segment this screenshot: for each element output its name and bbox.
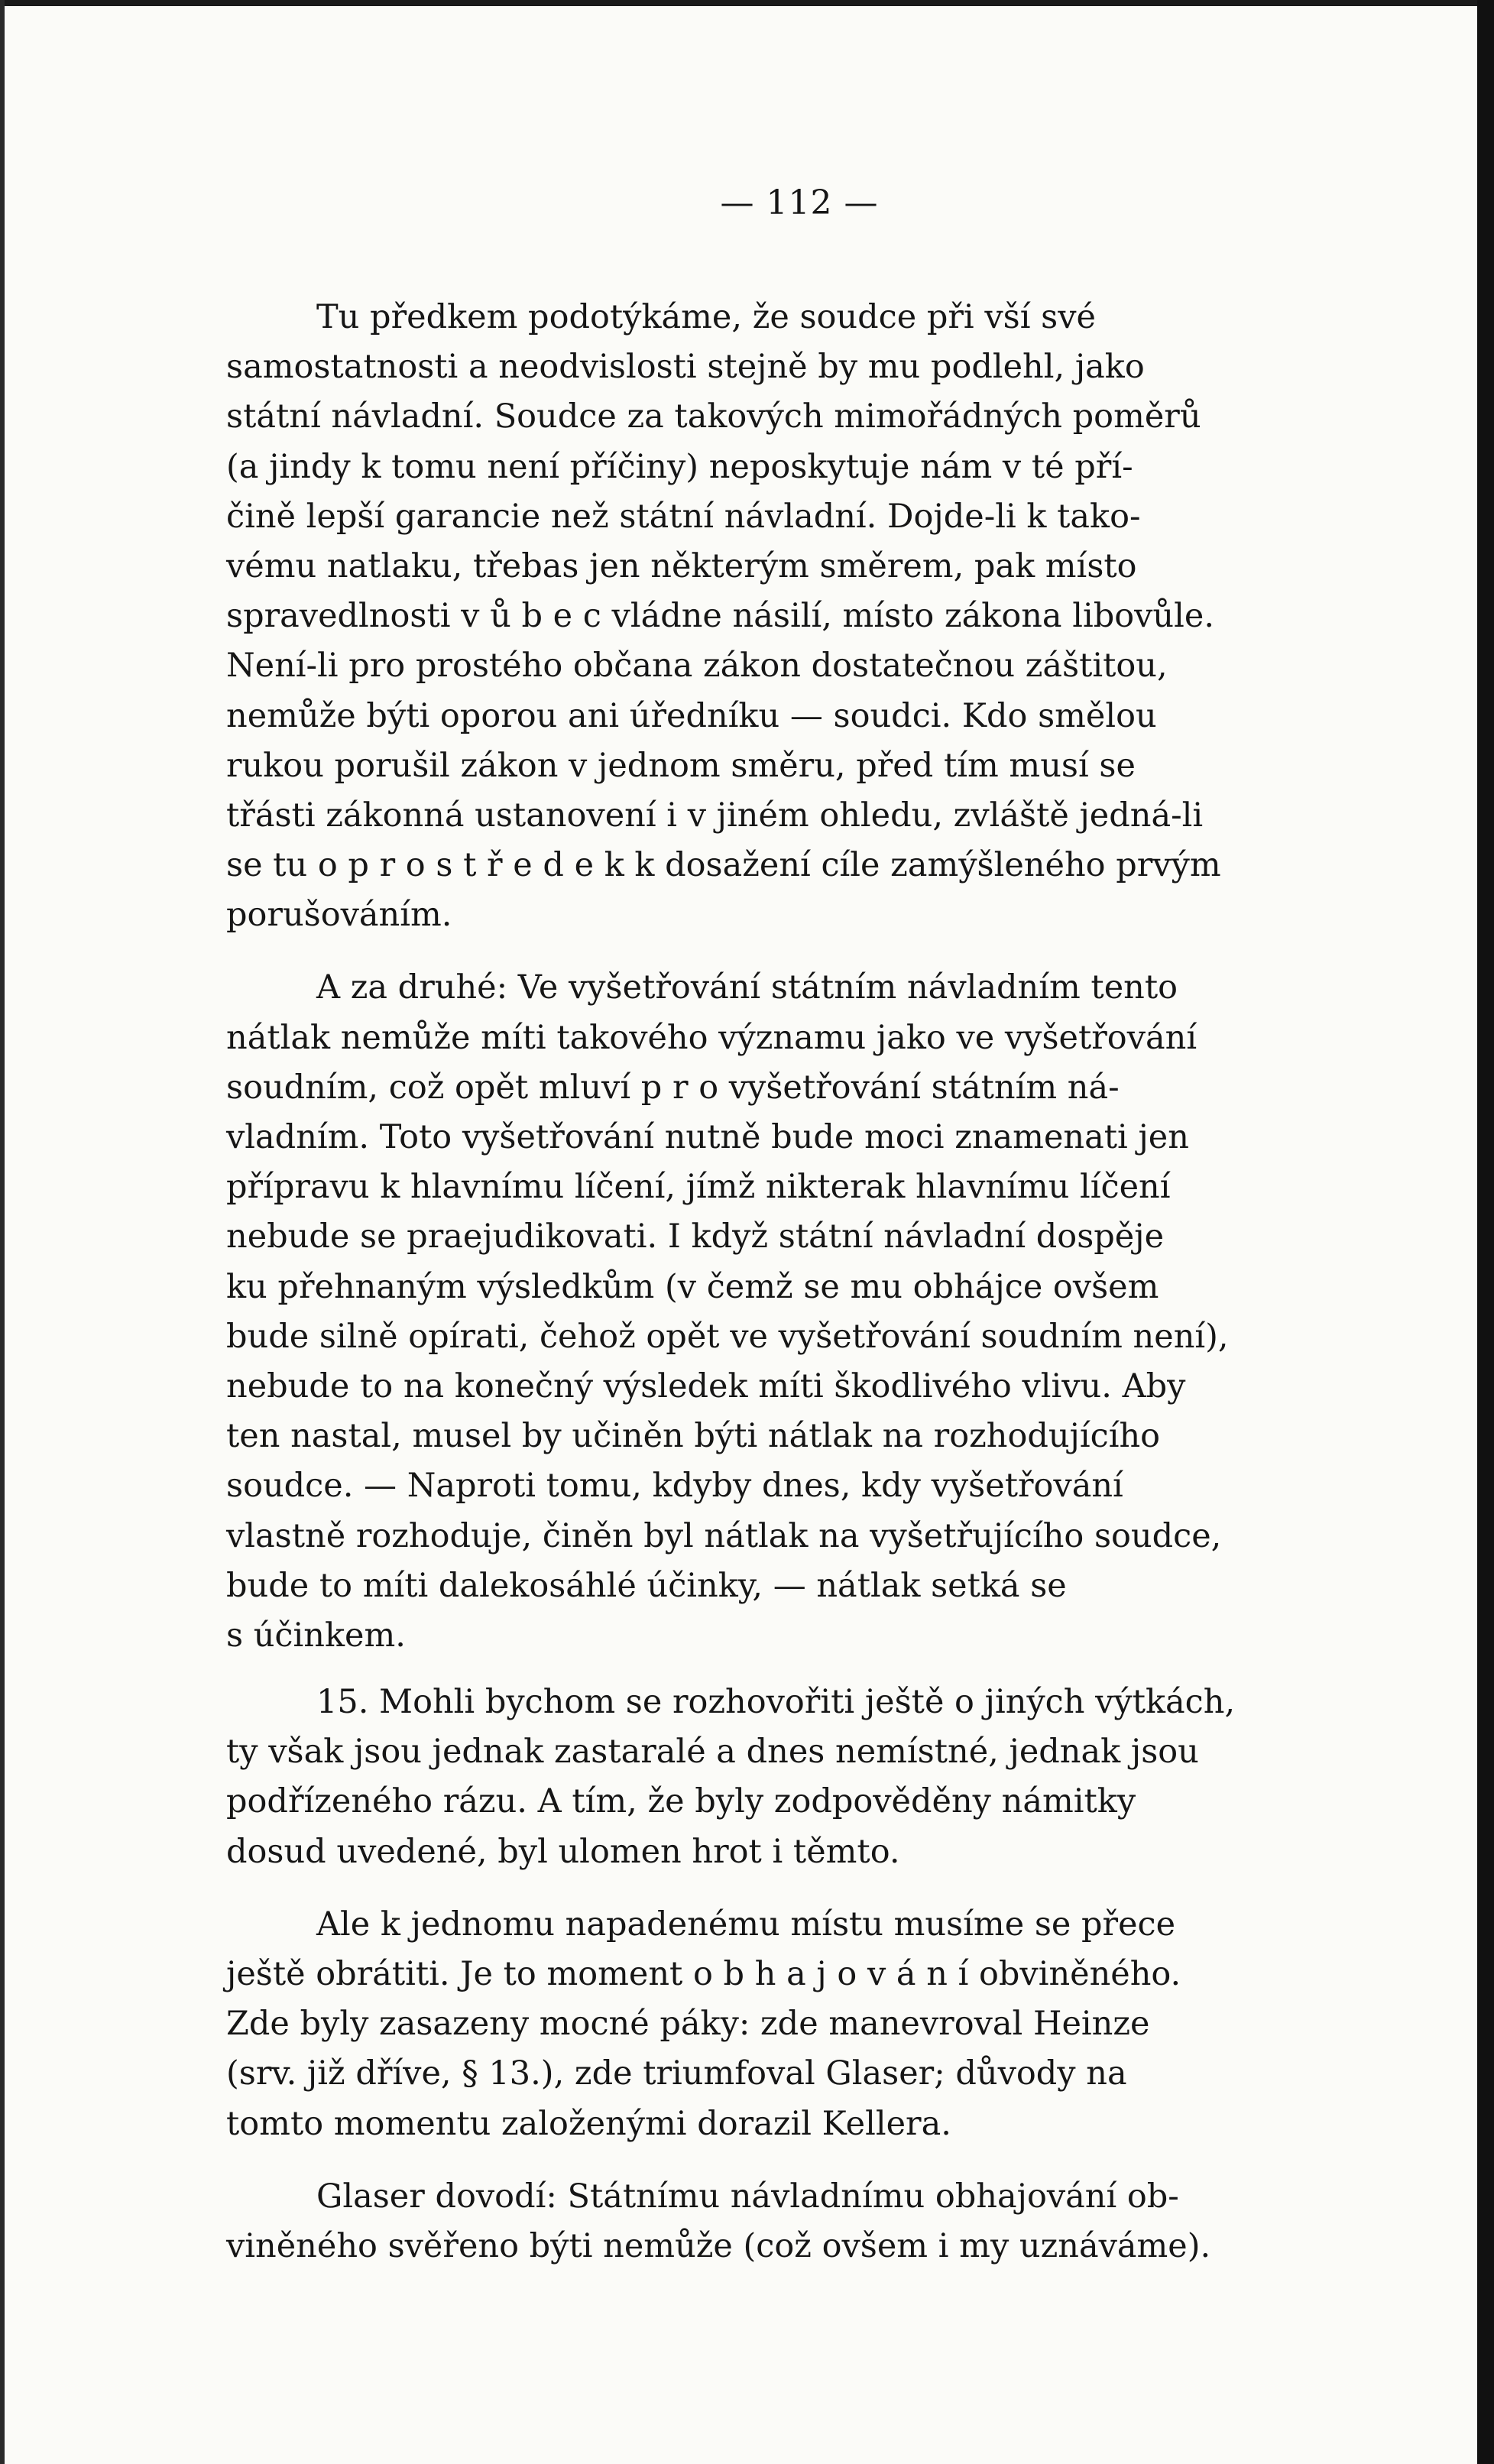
text-line: soudním, což opět mluví p r o vyšetřování státním ná-: [226, 1068, 1120, 1107]
scan-edge-top: [0, 0, 1494, 6]
text-line: porušováním.: [226, 896, 452, 935]
text-line: Tu předkem podotýkáme, že soudce při vší své: [316, 298, 1096, 336]
text-line: ještě obrátiti. Je to moment o b h a j o v á n í obviněného.: [226, 1955, 1181, 1993]
text-line: Není-li pro prostého občana zákon dostatečnou záštitou,: [226, 647, 1168, 686]
text-line: ku přehnaným výsledkům (v čemž se mu obhájce ovšem: [226, 1267, 1159, 1306]
text-line: třásti zákonná ustanovení i v jiném ohledu, zvláště jedná-li: [226, 796, 1204, 835]
text-line: ty však jsou jednak zastaralé a dnes nemístné, jednak jsou: [226, 1733, 1199, 1772]
text-line: podřízeného rázu. A tím, že byly zodpověděny námitky: [226, 1782, 1136, 1821]
paragraph-5: [226, 2172, 1388, 2271]
text-line: dosud uvedené, byl ulomen hrot i těmto.: [226, 1832, 900, 1871]
text-line: samostatnosti a neodvislosti stejně by mu podlehl, jako: [226, 348, 1145, 387]
text-line: (a jindy k tomu není příčiny) neposkytuje nám v té pří-: [226, 447, 1133, 486]
paragraph-4: [226, 1900, 1388, 2149]
text-line: nemůže býti oporou ani úředníku — soudci. Kdo smělou: [226, 696, 1157, 735]
text-line: vladním. Toto vyšetřování nutně bude moci znamenati jen: [226, 1118, 1189, 1156]
text-line: státní návladní. Soudce za takových mimořádných poměrů: [226, 397, 1201, 436]
text-line: s účinkem.: [226, 1616, 406, 1655]
text-line: nebude se praejudikovati. I když státní návladní dospěje: [226, 1217, 1165, 1256]
text-line: Zde byly zasazeny mocné páky: zde manevroval Heinze: [226, 2005, 1150, 2044]
text-line: rukou porušil zákon v jednom směru, před tím musí se: [226, 746, 1136, 785]
text-line: čině lepší garancie než státní návladní. Dojde-li k tako-: [226, 497, 1141, 536]
text-line: soudce. — Naproti tomu, kdyby dnes, kdy vyšetřování: [226, 1467, 1123, 1506]
text-line: (srv. již dříve, § 13.), zde triumfoval Glaser; důvody na: [226, 2054, 1127, 2093]
paragraph-2: [226, 963, 1388, 1661]
scan-edge-left: [0, 0, 5, 2464]
text-line: Ale k jednomu napadenému místu musíme se přece: [316, 1905, 1176, 1944]
text-line: ten nastal, musel by učiněn býti nátlak na rozhodujícího: [226, 1417, 1161, 1456]
text-line: přípravu k hlavnímu líčení, jímž nikterak hlavnímu líčení: [226, 1168, 1171, 1207]
text-line: bude to míti dalekosáhlé účinky, — nátlak setká se: [226, 1566, 1067, 1605]
page-text: [226, 183, 1388, 2271]
text-line: nátlak nemůže míti takového významu jako ve vyšetřování: [226, 1018, 1197, 1057]
scan-edge-right: [1477, 0, 1494, 2464]
text-line: vému natlaku, třebas jen některým směrem, pak místo: [226, 546, 1137, 585]
text-line: nebude to na konečný výsledek míti škodlivého vlivu. Aby: [226, 1367, 1186, 1405]
text-line: viněného svěřeno býti nemůže (což ovšem i my uznáváme).: [226, 2226, 1211, 2265]
paragraph-3: [226, 1678, 1388, 1877]
text-line: spravedlnosti v ů b e c vládne násilí, místo zákona libovůle.: [226, 597, 1214, 636]
text-line: Glaser dovodí: Státnímu návladnímu obhajování ob-: [316, 2177, 1179, 2216]
text-line: se tu o p r o s t ř e d e k k dosažení cíle zamýšleného prvým: [226, 846, 1221, 885]
text-line: tomto momentu založenými dorazil Kellera.: [226, 2104, 951, 2143]
text-line: bude silně opírati, čehož opět ve vyšetřování soudním není),: [226, 1317, 1229, 1356]
paragraph-1: [226, 293, 1388, 940]
page-number: — 112 —: [720, 183, 879, 222]
text-line: A za druhé: Ve vyšetřování státním návladním tento: [316, 968, 1178, 1007]
text-line: 15. Mohli bychom se rozhovořiti ještě o jiných výtkách,: [316, 1683, 1236, 1722]
text-line: vlastně rozhoduje, činěn byl nátlak na vyšetřujícího soudce,: [226, 1516, 1222, 1555]
